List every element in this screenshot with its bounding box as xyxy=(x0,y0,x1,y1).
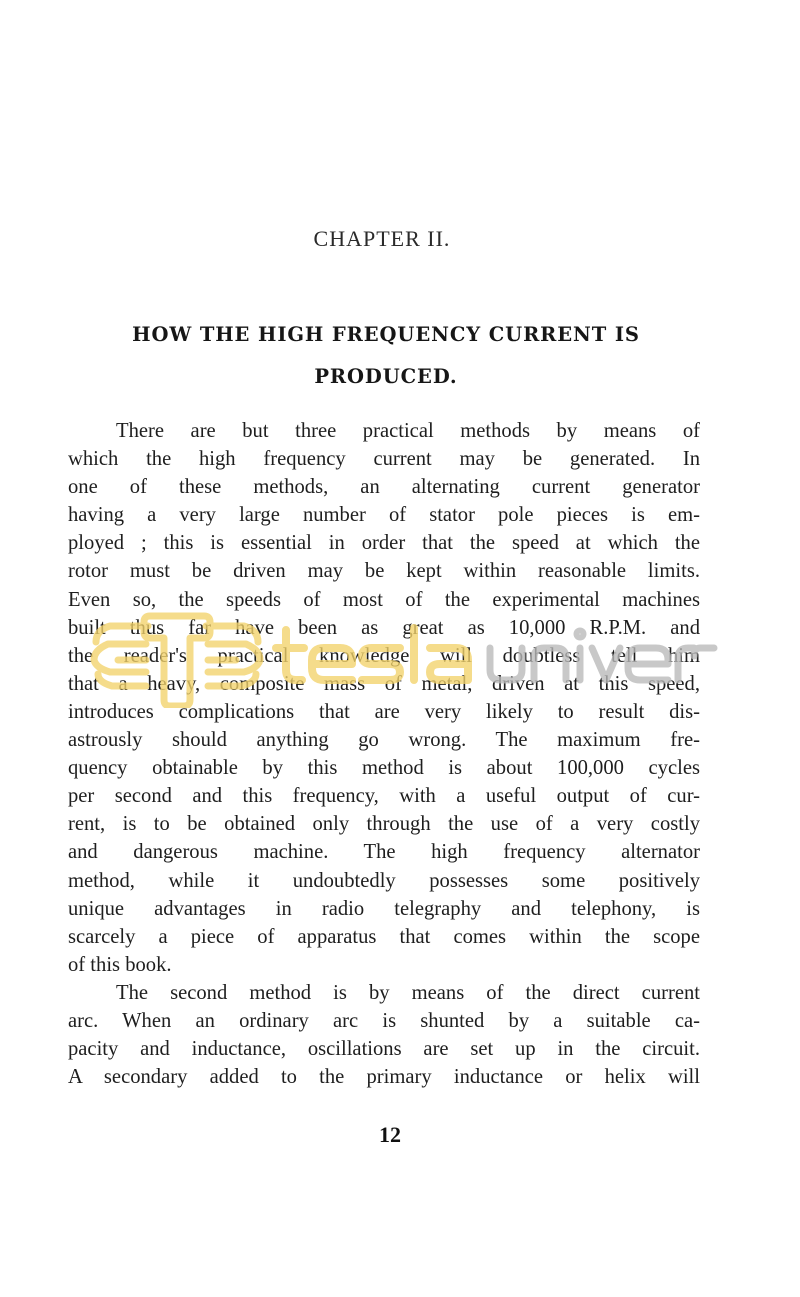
text-line: rotor must be driven may be kept within reasonable limits. xyxy=(68,560,700,583)
text-line: having a very large number of stator pole pieces is em- xyxy=(68,504,700,527)
text-line: A secondary added to the primary inductance or helix will xyxy=(68,1066,700,1089)
text-line: per second and this frequency, with a useful output of cur- xyxy=(68,785,700,808)
text-line: that a heavy, composite mass of metal, driven at this speed, xyxy=(68,672,700,695)
text-line: Even so, the speeds of most of the experimental machines xyxy=(68,588,700,611)
chapter-title xyxy=(70,314,702,398)
page-number: 12 xyxy=(379,1122,401,1147)
text-line: the reader's practical knowledge will doubtless tell him xyxy=(68,644,700,667)
chapter-title-line-2: PRODUCED. xyxy=(314,365,458,388)
paragraph-2 xyxy=(68,979,700,1091)
text-line: There are but three practical methods by means of xyxy=(116,420,700,442)
text-line: introduces complications that are very likely to result dis- xyxy=(68,700,700,723)
text-line: scarcely a piece of apparatus that comes within the scope xyxy=(68,925,700,948)
text-line: which the high frequency current may be generated. In xyxy=(68,448,700,471)
text-line: unique advantages in radio telegraphy and telephony, is xyxy=(68,897,700,920)
body-text xyxy=(68,417,700,1091)
text-line: method, while it undoubtedly possesses some positively xyxy=(68,869,700,892)
text-line: rent, is to be obtained only through the use of a very costly xyxy=(68,813,700,836)
chapter-title-line-1: HOW THE HIGH FREQUENCY CURRENT IS xyxy=(132,323,640,346)
text-line: arc. When an ordinary arc is shunted by a suitable ca- xyxy=(68,1009,700,1032)
text-line: astrously should anything go wrong. The maximum fre- xyxy=(68,729,700,752)
text-line: built thus far have been as great as 10,000 R.P.M. and xyxy=(68,616,700,639)
chapter-label: CHAPTER II. xyxy=(313,226,451,251)
text-line: one of these methods, an alternating current generator xyxy=(68,476,700,499)
text-line: ployed ; this is essential in order that the speed at which the xyxy=(68,532,700,555)
text-line: of this book. xyxy=(68,953,172,976)
text-line: pacity and inductance, oscillations are set up in the circuit. xyxy=(68,1038,700,1061)
text-line: The second method is by means of the direct current xyxy=(116,981,700,1004)
text-line: and dangerous machine. The high frequency alternator xyxy=(68,841,700,864)
paragraph-1 xyxy=(68,417,700,979)
text-line: quency obtainable by this method is about 100,000 cycles xyxy=(68,757,700,780)
